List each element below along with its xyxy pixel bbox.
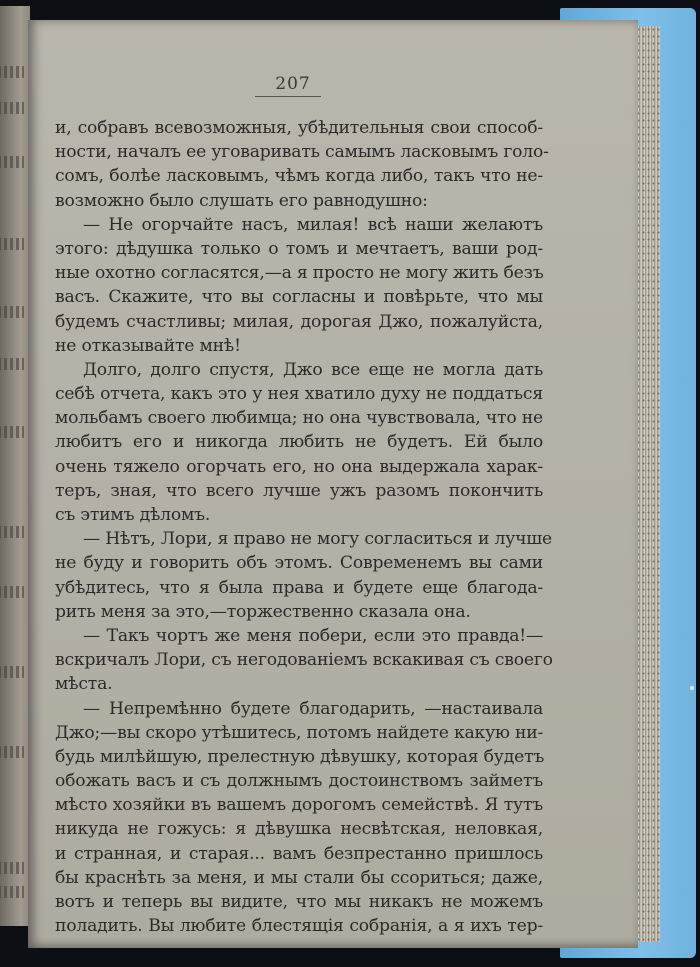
text-line: себѣ отчета, какъ это у нея хватило духу не поддаться	[55, 384, 543, 405]
text-line: будь милѣйшую, прелестную дѣвушку, которая будетъ	[55, 746, 545, 767]
text-line: ные охотно согласятся,—а я просто не могу жить безъ	[55, 263, 544, 284]
text-line: — Не огорчайте насъ, милая! всѣ наши желаютъ	[83, 214, 543, 235]
text-line: вскричалъ Лори, съ негодованіемъ вскакивая съ своего	[55, 650, 553, 671]
text-line: будемъ счастливы; милая, дорогая Джо, пожалуйста,	[55, 311, 543, 332]
text-line: обожать васъ и съ должнымъ достоинствомъ займетъ	[55, 771, 543, 792]
facing-page-edge	[0, 6, 30, 926]
text-line: бы краснѣть за меня, и мы стали бы ссориться; даже,	[55, 867, 543, 888]
page-text	[55, 116, 553, 938]
text-line: этого: дѣдушка только о томъ и мечтаетъ, ваши род-	[55, 238, 543, 259]
text-line: — Такъ чортъ же меня побери, если это правда!—	[83, 625, 543, 646]
page-number: 207	[275, 74, 311, 94]
text-line: возможно было слушать его равнодушно:	[55, 190, 428, 211]
text-line: съ этимъ дѣломъ.	[55, 505, 211, 525]
text-line: очень тяжело огорчать его, но она выдержала харак-	[55, 456, 543, 477]
page-number-rule	[255, 96, 321, 97]
text-line: любитъ его и никогда любить не будетъ. Ей было	[55, 432, 543, 453]
text-line: сомъ, болѣе ласковымъ, чѣмъ когда либо, такъ что не-	[55, 166, 543, 187]
text-line: Долго, долго спустя, Джо все еще не могла дать	[83, 359, 543, 380]
text-line: мѣсто хозяйки въ вашемъ дорогомъ семействѣ. Я тутъ	[55, 795, 543, 816]
text-line: ности, началъ ее уговаривать самымъ ласковымъ голо-	[55, 142, 549, 163]
text-line: мольбамъ своего любимца; но она чувствовала, что не	[55, 408, 543, 429]
text-line: не буду и говорить объ этомъ. Современемъ вы сами	[55, 553, 543, 574]
text-line: — Нѣтъ, Лори, я право не могу согласиться и лучше	[83, 529, 553, 550]
text-line: никуда не гожусь: я дѣвушка несвѣтская, неловкая,	[55, 819, 543, 840]
speck-mark	[690, 686, 694, 690]
text-line: вотъ и теперь вы видите, что мы никакъ не можемъ	[55, 892, 543, 912]
text-line: не отказывайте мнѣ!	[55, 335, 241, 356]
text-line: — Непремѣнно будете благодарить, —настаивала	[83, 698, 543, 719]
text-line: поладить. Вы любите блестящія собранія, а я ихъ тер-	[55, 916, 543, 937]
text-line: васъ. Скажите, что вы согласны и повѣрьте, что мы	[55, 287, 543, 308]
text-line: Джо;—вы скоро утѣшитесь, потомъ найдете какую ни-	[55, 722, 544, 743]
text-line: мѣста.	[55, 674, 113, 695]
text-line: рить меня за это,—торжественно сказала она.	[55, 601, 471, 622]
text-line: и, собравъ всевозможныя, убѣдительныя свои способ-	[55, 118, 543, 138]
text-line: и странная, и старая... вамъ безпрестанно пришлось	[55, 843, 543, 864]
text-line: убѣдитесь, что я была права и будете еще благода-	[55, 577, 543, 598]
text-line: теръ, зная, что всего лучше ужъ разомъ покончить	[55, 480, 543, 501]
